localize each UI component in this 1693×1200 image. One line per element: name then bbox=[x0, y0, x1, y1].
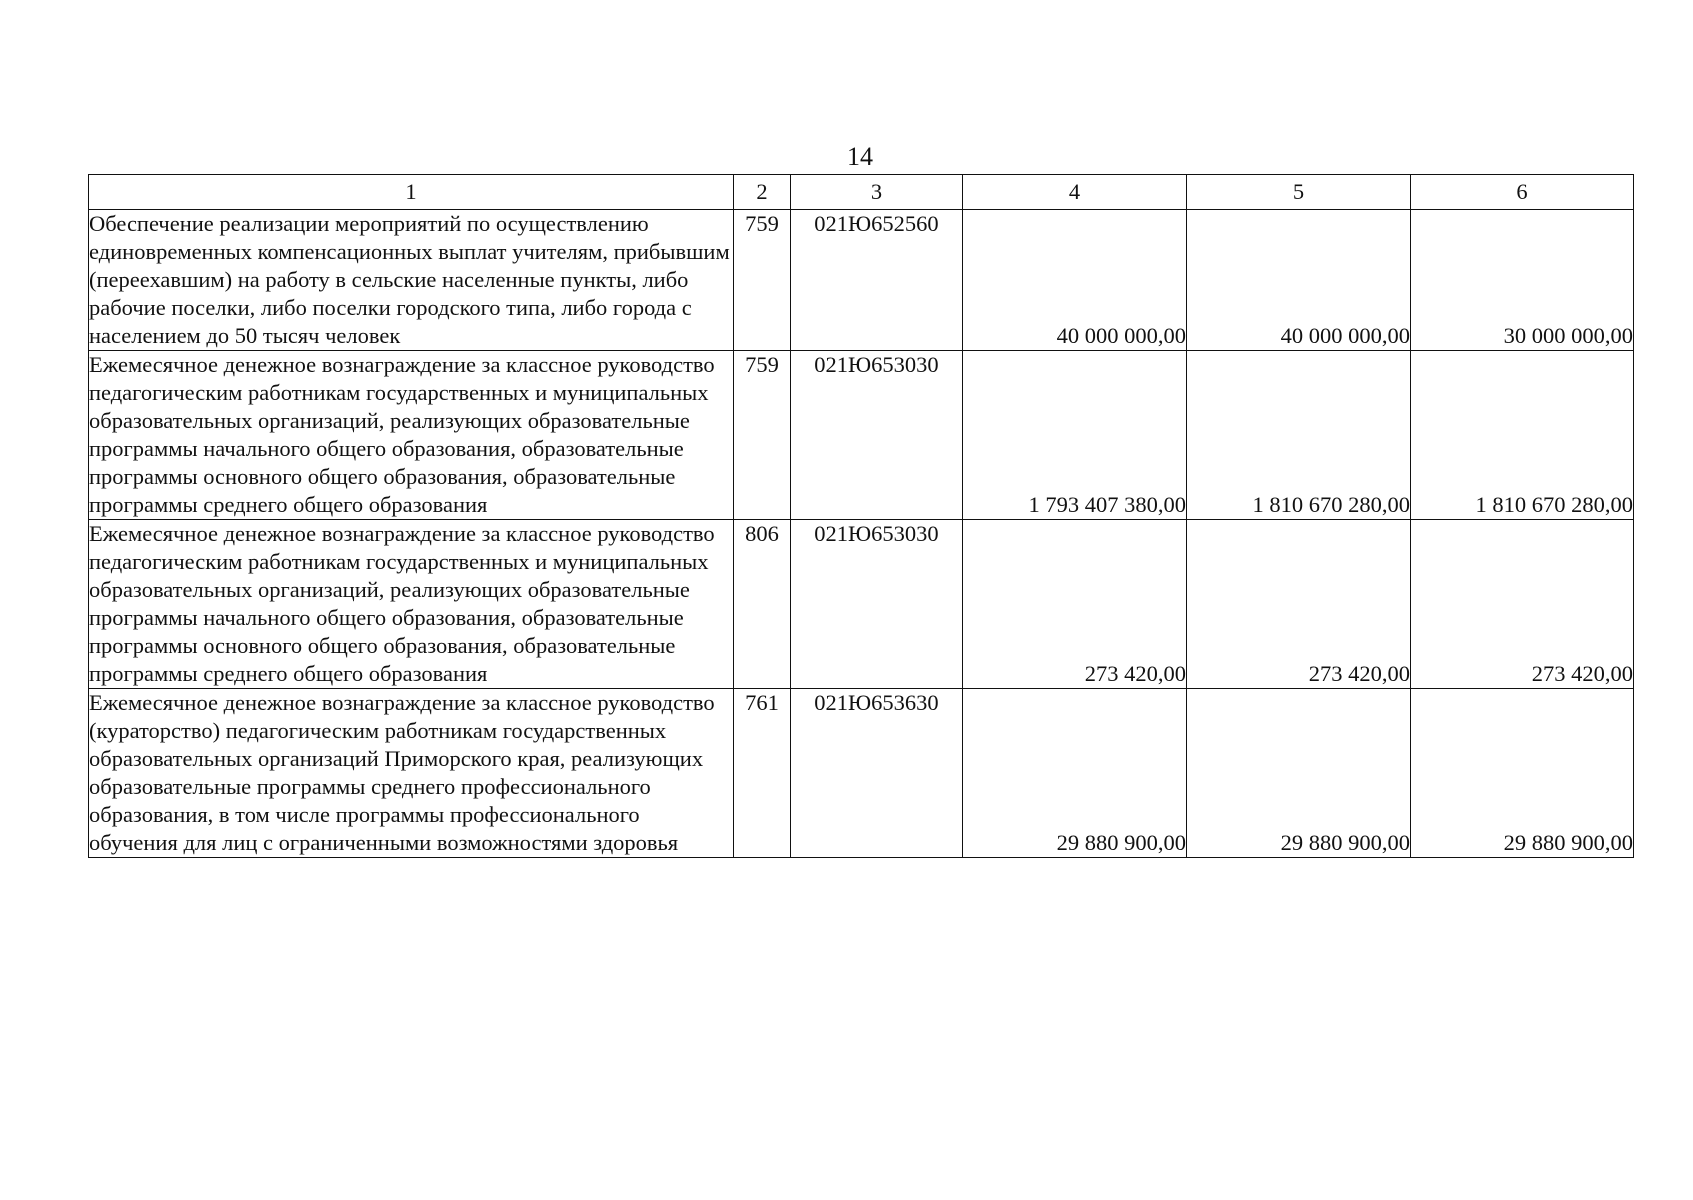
row-description: Обеспечение реализации мероприятий по осуществлению единовременных компенсационных выплат учителям, прибывшим (переехавшим) на работу в сельские населенные пункты, либо рабочие поселки, либо поселки городского типа, либо города с населением до 50 тысяч человек bbox=[89, 210, 734, 351]
row-amount-5: 29 880 900,00 bbox=[1187, 689, 1411, 858]
row-target: 021Ю652560 bbox=[791, 210, 963, 351]
row-description: Ежемесячное денежное вознаграждение за классное руководство (кураторство) педагогическим работникам государственных образовательных организаций Приморского края, реализующих образовательные программы среднего профессионального образования, в том числе программы профессионального обучения для лиц с ограниченными возможностями здоровья bbox=[89, 689, 734, 858]
header-col-2: 2 bbox=[734, 175, 791, 210]
row-amount-5: 273 420,00 bbox=[1187, 520, 1411, 689]
table-row bbox=[89, 689, 1634, 858]
row-amount-5: 1 810 670 280,00 bbox=[1187, 351, 1411, 520]
row-code: 759 bbox=[734, 210, 791, 351]
table-row bbox=[89, 210, 1634, 351]
row-amount-6: 1 810 670 280,00 bbox=[1411, 351, 1634, 520]
row-amount-6: 30 000 000,00 bbox=[1411, 210, 1634, 351]
row-amount-6: 29 880 900,00 bbox=[1411, 689, 1634, 858]
header-col-5: 5 bbox=[1187, 175, 1411, 210]
budget-table bbox=[88, 174, 1634, 858]
row-amount-4: 273 420,00 bbox=[963, 520, 1187, 689]
header-row bbox=[89, 175, 1634, 210]
row-amount-4: 40 000 000,00 bbox=[963, 210, 1187, 351]
header-col-1: 1 bbox=[89, 175, 734, 210]
row-amount-5: 40 000 000,00 bbox=[1187, 210, 1411, 351]
table-row bbox=[89, 351, 1634, 520]
row-code: 806 bbox=[734, 520, 791, 689]
header-col-4: 4 bbox=[963, 175, 1187, 210]
row-amount-4: 29 880 900,00 bbox=[963, 689, 1187, 858]
row-amount-4: 1 793 407 380,00 bbox=[963, 351, 1187, 520]
row-description: Ежемесячное денежное вознаграждение за классное руководство педагогическим работникам государственных и муниципальных образовательных организаций, реализующих образовательные программы начального общего образования, образовательные программы основного общего образования, образовательные программы среднего общего образования bbox=[89, 351, 734, 520]
row-amount-6: 273 420,00 bbox=[1411, 520, 1634, 689]
header-col-3: 3 bbox=[791, 175, 963, 210]
header-col-6: 6 bbox=[1411, 175, 1634, 210]
row-code: 759 bbox=[734, 351, 791, 520]
table-row bbox=[89, 520, 1634, 689]
row-target: 021Ю653030 bbox=[791, 351, 963, 520]
row-code: 761 bbox=[734, 689, 791, 858]
page-number: 14 bbox=[847, 142, 873, 171]
row-description: Ежемесячное денежное вознаграждение за классное руководство педагогическим работникам государственных и муниципальных образовательных организаций, реализующих образовательные программы начального общего образования, образовательные программы основного общего образования, образовательные программы среднего общего образования bbox=[89, 520, 734, 689]
row-target: 021Ю653030 bbox=[791, 520, 963, 689]
row-target: 021Ю653630 bbox=[791, 689, 963, 858]
